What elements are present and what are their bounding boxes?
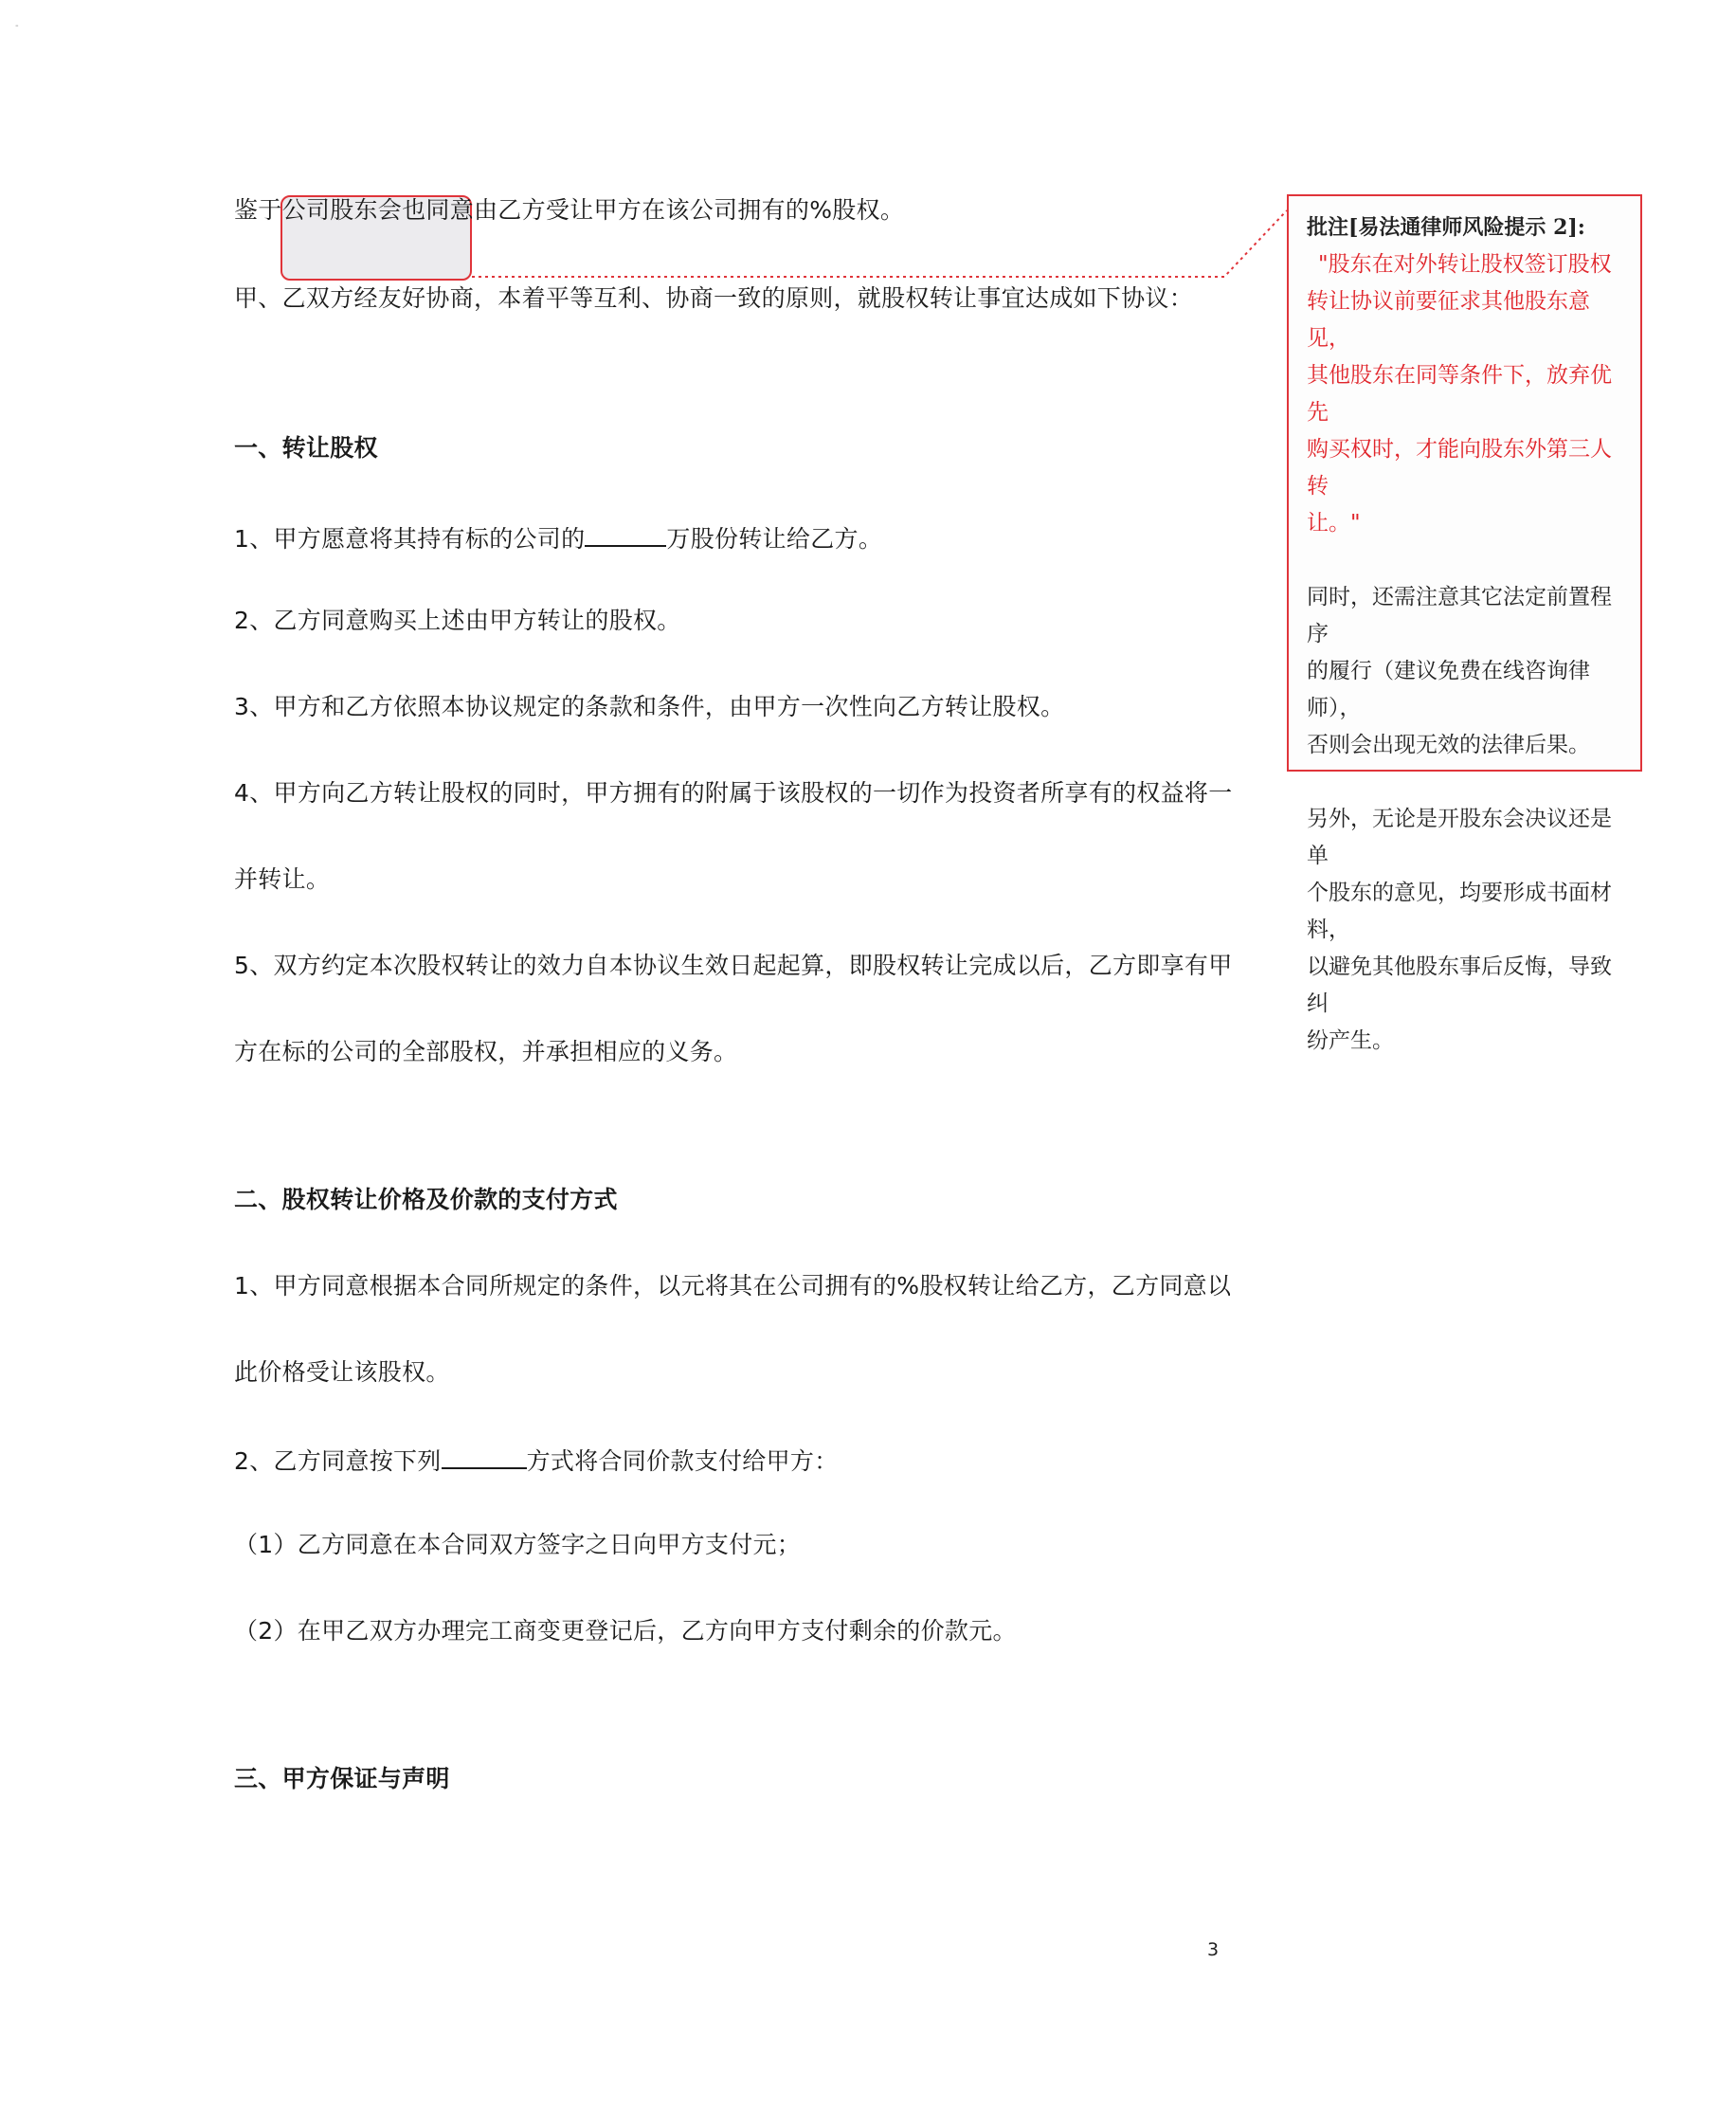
comment-quote-line: "股东在对外转让股权签订股权 (1318, 252, 1612, 277)
comment-para2-line: 的履行（建议免费在线咨询律师）， (1307, 659, 1590, 720)
intro-line-1: 鉴于公司股东会也同意由乙方受让甲方在该公司拥有的%股权。 (234, 196, 905, 224)
clause-2-1-line-1: 1、甲方同意根据本合同所规定的条件，以元将其在公司拥有的%股权转让给乙方，乙方同意以 (234, 1272, 1232, 1300)
clause-2-2-item-1: （1）乙方同意在本合同双方签字之日向甲方支付元； (234, 1531, 802, 1558)
clause-1-5-line-1: 5、双方约定本次股权转让的效力自本协议生效日起起算，即股权转让完成以后，乙方即享有甲 (234, 952, 1233, 979)
comment-quote (1307, 246, 1625, 542)
comment-para3-line: 以避免其他股东事后反悔，导致纠 (1307, 954, 1612, 1016)
comment-para3-line: 另外，无论是开股东会决议还是单 (1307, 807, 1612, 868)
clause-2-2 (234, 1443, 839, 1478)
clause-2-2-item-2: （2）在甲乙双方办理完工商变更登记后，乙方向甲方支付剩余的价款元。 (234, 1617, 1017, 1645)
section-1-heading: 一、转让股权 (234, 434, 378, 462)
clause-1-4-line-2: 并转让。 (234, 865, 331, 893)
payment-method-blank (442, 1443, 527, 1469)
clause-2-1-line-2: 此价格受让该股权。 (234, 1358, 450, 1386)
comment-quote-line: 其他股东在同等条件下，放弃优先 (1307, 363, 1612, 425)
comment-para3-line: 个股东的意见，均要形成书面材料， (1307, 881, 1612, 942)
clause-1-2: 2、乙方同意购买上述由甲方转让的股权。 (234, 607, 681, 634)
section-3-heading: 三、甲方保证与声明 (234, 1765, 450, 1792)
intro-line-2: 甲、乙双方经友好协商，本着平等互利、协商一致的原则，就股权转让事宜达成如下协议： (234, 284, 1194, 312)
corner-mark: - (15, 21, 19, 31)
comment-balloon[interactable] (1287, 194, 1642, 1053)
comment-quote-line: 让。" (1307, 511, 1361, 536)
clause-1-1-text-a: 1、甲方愿意将其持有标的公司的 (234, 525, 586, 553)
clause-1-1-text-b: 万股份转让给乙方。 (666, 525, 883, 553)
clause-1-4-line-1: 4、甲方向乙方转让股权的同时，甲方拥有的附属于该股权的一切作为投资者所享有的权益将一 (234, 779, 1233, 807)
clause-1-3: 3、甲方和乙方依照本协议规定的条款和条件，由甲方一次性向乙方转让股权。 (234, 693, 1065, 720)
clause-2-2-text-b: 方式将合同价款支付给甲方： (526, 1447, 839, 1475)
comment-title: 批注[易法通律师风险提示 2]: (1307, 215, 1585, 240)
comment-para2-line: 否则会出现无效的法律后果。 (1307, 733, 1590, 757)
comment-paragraph-2 (1307, 579, 1625, 764)
clause-1-5-line-2: 方在标的公司的全部股权，并承担相应的义务。 (234, 1038, 738, 1065)
clause-2-2-text-a: 2、乙方同意按下列 (234, 1447, 442, 1475)
clause-1-1 (234, 520, 882, 555)
page-number: 3 (1207, 1939, 1220, 1960)
share-amount-blank (585, 520, 666, 547)
comment-quote-line: 转让协议前要征求其他股东意见， (1307, 289, 1590, 351)
comment-quote-line: 购买权时，才能向股东外第三人转 (1307, 437, 1612, 499)
section-2-heading: 二、股权转让价格及价款的支付方式 (234, 1186, 618, 1213)
comment-para3-line: 纷产生。 (1307, 1028, 1394, 1053)
comment-paragraph-3 (1307, 801, 1625, 1060)
comment-para2-line: 同时，还需注意其它法定前置程序 (1307, 585, 1612, 646)
